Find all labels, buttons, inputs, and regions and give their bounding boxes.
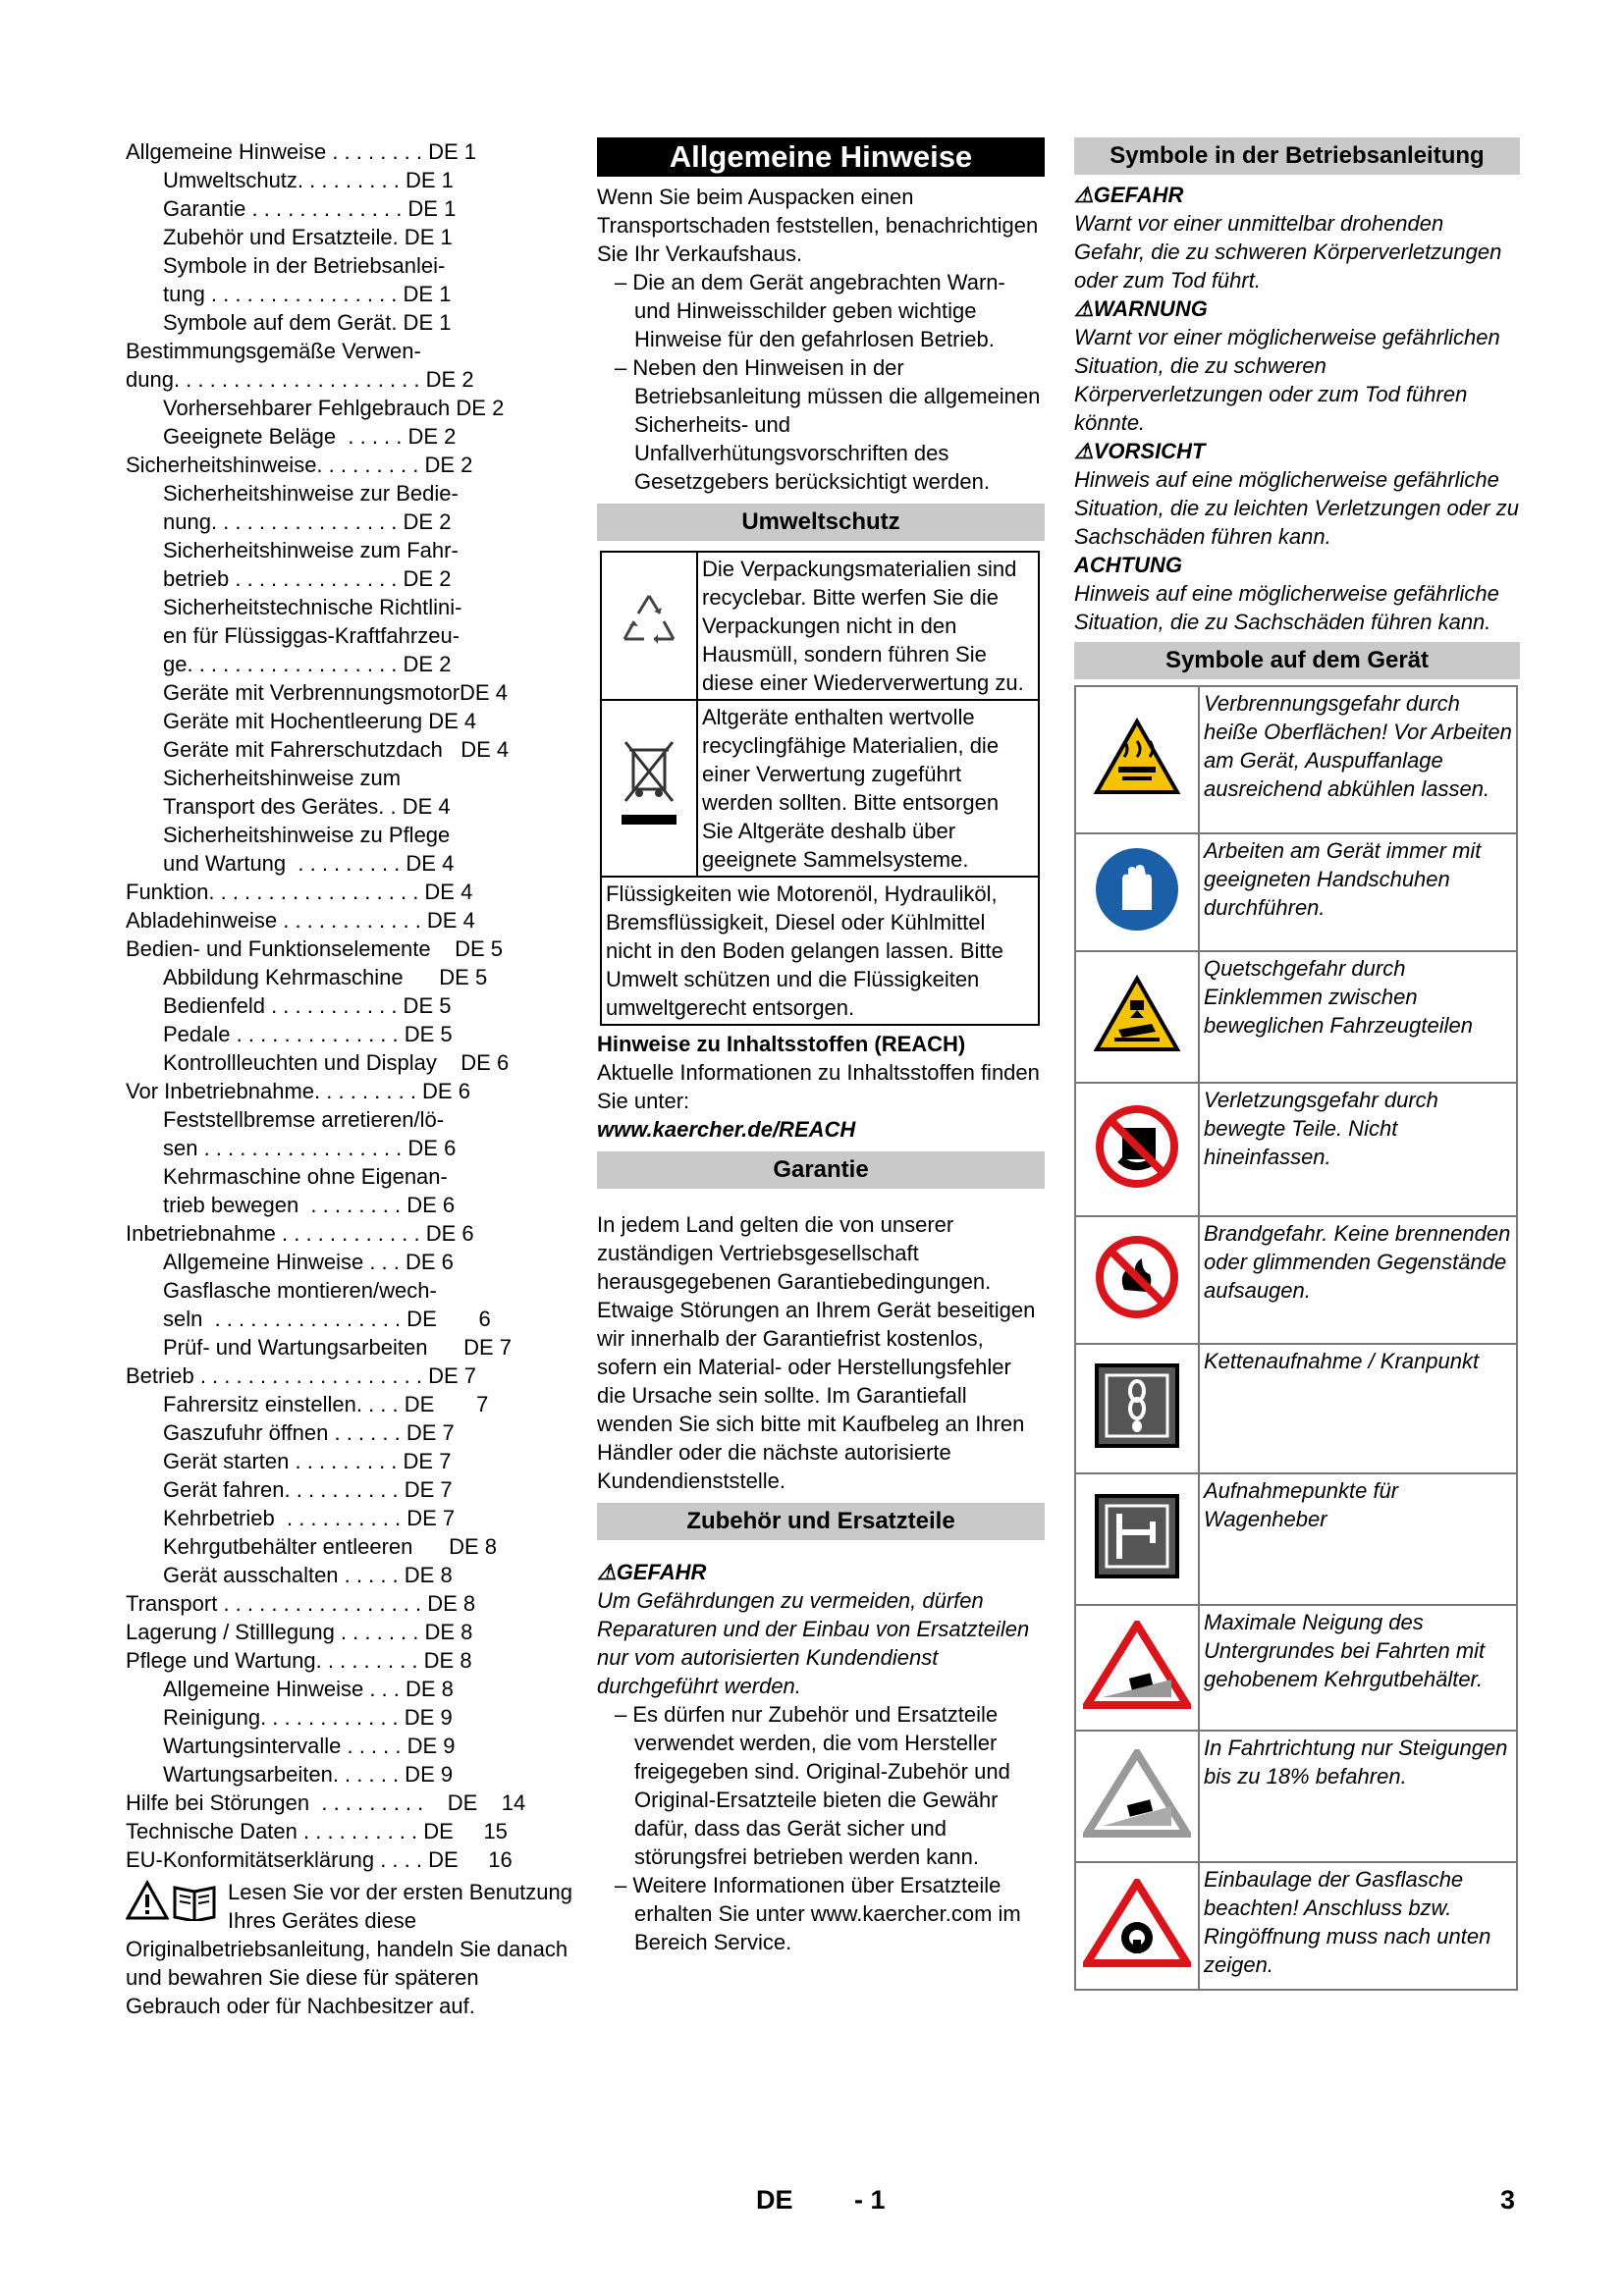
toc-entry[interactable]: EU-Konformitätserklärung . . . . DE 16 xyxy=(126,1847,513,1872)
section-heading-umweltschutz: Umweltschutz xyxy=(597,504,1045,541)
toc-entry[interactable]: Betrieb . . . . . . . . . . . . . . . . . . . DE 7 xyxy=(126,1363,476,1388)
slope-18-icon xyxy=(1075,1731,1199,1862)
jack-point-icon xyxy=(1075,1473,1199,1605)
toc-entry[interactable]: Kehrmaschine ohne Eigenan- xyxy=(163,1164,448,1189)
warning-book-icon xyxy=(126,1880,220,1926)
toc-entry[interactable]: Bedien- und Funktionselemente DE 5 xyxy=(126,936,504,961)
toc-entry[interactable]: Gerät ausschalten . . . . . DE 8 xyxy=(163,1563,453,1587)
toc-entry[interactable]: Zubehör und Ersatzteile. DE 1 xyxy=(163,225,453,249)
bullet-item: – Es dürfen nur Zubehör und Ersatzteile verwendet werden, die vom Hersteller freigegeben sind. Original-Zubehör und Original-Ersatzteile bieten die Gewähr dafür, dass das Gerät sicher und störungsfrei betrieben werden kann. xyxy=(615,1702,1010,1869)
symbol-text: Brandgefahr. Keine brennenden oder glimmenden Gegenstände aufsaugen. xyxy=(1199,1216,1517,1344)
reach-text: Aktuelle Informationen zu Inhaltsstoffen finden Sie unter: xyxy=(597,1060,1040,1113)
symbol-text: Kettenaufnahme / Kranpunkt xyxy=(1199,1344,1517,1473)
section-title-allgemeine-hinweise: Allgemeine Hinweise xyxy=(597,137,1045,177)
toc-entry[interactable]: Transport des Gerätes. . DE 4 xyxy=(163,794,451,819)
symbol-text: Aufnahmepunkte für Wagenheber xyxy=(1199,1473,1517,1605)
toc-entry[interactable]: Bestimmungsgemäße Verwen- xyxy=(126,339,421,363)
symbol-text: Einbaulage der Gasflasche beachten! Anschluss bzw. Ringöffnung muss nach unten zeigen. xyxy=(1199,1862,1517,1990)
toc-entry[interactable]: Umweltschutz. . . . . . . . . DE 1 xyxy=(163,168,454,192)
toc-entry[interactable]: Hilfe bei Störungen . . . . . . . . . DE 14 xyxy=(126,1790,526,1815)
toc-entry[interactable]: Abladehinweise . . . . . . . . . . . . DE 4 xyxy=(126,908,475,933)
env-text: Flüssigkeiten wie Motorenöl, Hydrauliköl, Bremsflüssigkeit, Diesel oder Kühlmittel nicht in den Boden gelangen lassen. Bitte Umwelt schützen und die Flüssigkeiten umweltgerecht entsorgen. xyxy=(601,877,1039,1025)
table-row xyxy=(601,877,1039,1025)
chain-hook-icon xyxy=(1075,1344,1199,1473)
table-row xyxy=(1075,1731,1517,1862)
general-notes-column xyxy=(597,137,1045,1956)
table-row xyxy=(1075,951,1517,1083)
table-row xyxy=(1075,1083,1517,1216)
toc-entry[interactable]: Geeignete Beläge . . . . . DE 2 xyxy=(163,424,457,449)
toc-list xyxy=(126,137,577,1874)
table-row xyxy=(601,700,1039,877)
table-row xyxy=(1075,1605,1517,1731)
signal-text: Warnt vor einer möglicherweise gefährlichen Situation, die zu schweren Körperverletzungen oder zum Tod führen könnte. xyxy=(1074,325,1500,435)
toc-entry[interactable]: Vor Inbetriebnahme. . . . . . . . . DE 6 xyxy=(126,1079,470,1103)
reach-link[interactable]: www.kaercher.de/REACH xyxy=(597,1117,856,1142)
toc-entry[interactable]: Geräte mit Fahrerschutzdach DE 4 xyxy=(163,737,510,762)
symbol-text: Verbrennungsgefahr durch heiße Oberflächen! Vor Arbeiten am Gerät, Auspuffanlage ausreichend abkühlen lassen. xyxy=(1199,686,1517,833)
bullet-item: – Die an dem Gerät angebrachten Warn- und Hinweisschilder geben wichtige Hinweise für den gefahrlosen Betrieb. xyxy=(615,270,1005,351)
toc-entry[interactable]: sen . . . . . . . . . . . . . . . . . DE 6 xyxy=(163,1136,457,1160)
toc-entry[interactable]: Pflege und Wartung. . . . . . . . . DE 8 xyxy=(126,1648,472,1673)
signal-label: ACHTUNG xyxy=(1074,553,1182,577)
gas-bottle-icon xyxy=(1075,1862,1199,1990)
no-burning-objects-icon xyxy=(1075,1216,1199,1344)
signal-text: Hinweis auf eine möglicherweise gefährliche Situation, die zu Sachschäden führen kann. xyxy=(1074,581,1499,634)
signal-label: ⚠GEFAHR xyxy=(1074,183,1184,207)
signal-label: ⚠WARNUNG xyxy=(1074,296,1208,321)
toc-entry[interactable]: dung. . . . . . . . . . . . . . . . . . . . . DE 2 xyxy=(126,367,474,392)
toc-entry[interactable]: Gasflasche montieren/wech- xyxy=(163,1278,437,1303)
symbols-column xyxy=(1074,137,1520,1991)
toc-entry[interactable]: Pedale . . . . . . . . . . . . . . DE 5 xyxy=(163,1022,453,1046)
intro-text: Wenn Sie beim Auspacken einen Transportschaden feststellen, benachrichtigen Sie Ihr Verkaufshaus. xyxy=(597,185,1039,266)
no-reaching-in-icon xyxy=(1075,1083,1199,1216)
table-row xyxy=(1075,1344,1517,1473)
toc-entry[interactable]: Symbole in der Betriebsanlei- xyxy=(163,253,446,278)
toc-entry[interactable]: Feststellbremse arretieren/lö- xyxy=(163,1107,445,1132)
recycling-icon xyxy=(601,552,697,700)
env-text: Die Verpackungsmaterialien sind recyclebar. Bitte werfen Sie die Verpackungen nicht in den Hausmüll, sondern führen Sie diese einer Wiederverwertung zu. xyxy=(697,552,1039,700)
toc-entry[interactable]: Sicherheitshinweise zu Pflege xyxy=(163,823,451,847)
toc-entry[interactable]: ge. . . . . . . . . . . . . . . . . . DE 2 xyxy=(163,652,452,676)
toc-entry[interactable]: Wartungsintervalle . . . . . DE 9 xyxy=(163,1734,456,1758)
section-heading-garantie: Garantie xyxy=(597,1151,1045,1189)
toc-entry[interactable]: Bedienfeld . . . . . . . . . . . DE 5 xyxy=(163,993,452,1018)
table-row xyxy=(1075,1862,1517,1990)
toc-entry[interactable]: Sicherheitshinweise. . . . . . . . . DE 2 xyxy=(126,453,473,477)
toc-entry[interactable]: Fahrersitz einstellen. . . . DE 7 xyxy=(163,1392,489,1416)
table-row xyxy=(1075,833,1517,951)
toc-entry[interactable]: Gerät starten . . . . . . . . . DE 7 xyxy=(163,1449,452,1473)
section-heading-symbole-betriebsanleitung: Symbole in der Betriebsanleitung xyxy=(1074,137,1520,175)
gefahr-label: ⚠GEFAHR xyxy=(597,1560,707,1584)
toc-entry[interactable]: Allgemeine Hinweise . . . . . . . . DE 1 xyxy=(126,139,477,164)
toc-entry[interactable]: Geräte mit VerbrennungsmotorDE 4 xyxy=(163,680,508,705)
env-text: Altgeräte enthalten wertvolle recyclingfähige Materialien, die einer Verwertung zugeführt werden sollten. Bitte entsorgen Sie Altgeräte deshalb über geeignete Sammelsysteme. xyxy=(697,700,1039,877)
toc-entry[interactable]: Symbole auf dem Gerät. DE 1 xyxy=(163,310,452,335)
toc-entry[interactable]: en für Flüssiggas-Kraftfahrzeu- xyxy=(163,623,460,648)
read-note-text: Lesen Sie vor der ersten Benutzung Ihres Gerätes diese Originalbetriebsanleitung, handeln Sie danach und bewahren Sie diese für späteren Gebrauch oder für Nachbesitzer auf. xyxy=(126,1880,573,2018)
toc-entry[interactable]: Vorhersehbarer Fehlgebrauch DE 2 xyxy=(163,396,505,420)
table-row xyxy=(1075,1216,1517,1344)
read-manual-note xyxy=(126,1878,577,2020)
section-heading-symbole-geraet: Symbole auf dem Gerät xyxy=(1074,642,1520,679)
toc-entry[interactable]: Lagerung / Stilllegung . . . . . . . DE 8 xyxy=(126,1620,473,1644)
toc-entry[interactable]: Inbetriebnahme . . . . . . . . . . . . DE 6 xyxy=(126,1221,474,1246)
symbol-text: Quetschgefahr durch Einklemmen zwischen beweglichen Fahrzeugteilen xyxy=(1199,951,1517,1083)
footer-language: DE xyxy=(756,2185,793,2215)
device-symbols-table xyxy=(1074,685,1518,1991)
toc-entry[interactable]: Gerät fahren. . . . . . . . . . DE 7 xyxy=(163,1477,453,1502)
hot-surface-warning-icon xyxy=(1075,686,1199,833)
crush-hazard-icon xyxy=(1075,951,1199,1083)
table-row xyxy=(1075,686,1517,833)
toc-entry[interactable]: Allgemeine Hinweise . . . DE 8 xyxy=(163,1677,454,1701)
section-heading-zubehoer: Zubehör und Ersatzteile xyxy=(597,1503,1045,1540)
toc-entry[interactable]: Gaszufuhr öffnen . . . . . . DE 7 xyxy=(163,1420,455,1445)
symbol-text: In Fahrtrichtung nur Steigungen bis zu 18% befahren. xyxy=(1199,1731,1517,1862)
table-row xyxy=(601,552,1039,700)
toc-entry[interactable]: Geräte mit Hochentleerung DE 4 xyxy=(163,709,477,733)
toc-entry[interactable]: Abbildung Kehrmaschine DE 5 xyxy=(163,965,488,989)
toc-entry[interactable]: und Wartung . . . . . . . . . DE 4 xyxy=(163,851,455,876)
toc-entry[interactable]: Technische Daten . . . . . . . . . . DE 15 xyxy=(126,1819,508,1843)
toc-entry[interactable]: Kehrgutbehälter entleeren DE 8 xyxy=(163,1534,497,1559)
signal-text: Hinweis auf eine möglicherweise gefährliche Situation, die zu leichten Verletzungen oder zu Sachschäden führen kann. xyxy=(1074,467,1519,549)
toc-entry[interactable]: Sicherheitshinweise zum xyxy=(163,766,402,790)
signal-label: ⚠VORSICHT xyxy=(1074,439,1206,463)
toc-entry[interactable]: Wartungsarbeiten. . . . . . DE 9 xyxy=(163,1762,454,1787)
toc-entry[interactable]: Sicherheitshinweise zur Bedie- xyxy=(163,481,459,506)
toc-entry[interactable]: seln . . . . . . . . . . . . . . . . DE 6 xyxy=(163,1307,491,1331)
toc-entry[interactable]: Transport . . . . . . . . . . . . . . . . . DE 8 xyxy=(126,1591,476,1616)
wear-gloves-icon xyxy=(1075,833,1199,951)
toc-entry[interactable]: Kehrbetrieb . . . . . . . . . . DE 7 xyxy=(163,1506,456,1530)
symbol-text: Maximale Neigung des Untergrundes bei Fahrten mit gehobenem Kehrgutbehälter. xyxy=(1199,1605,1517,1731)
bullet-item: – Neben den Hinweisen in der Betriebsanleitung müssen die allgemeinen Sicherheits- und Unfallverhütungsvorschriften des Gesetzgebers berücksichtigt werden. xyxy=(615,355,1041,494)
garantie-text: In jedem Land gelten die von unserer zuständigen Vertriebsgesellschaft herausgegebenen Garantiebedingungen. Etwaige Störungen an Ihrem Gerät beseitigen wir innerhalb der Garantiefrist kostenlos, sofern ein Material- oder Herstellungsfehler die Ursache sein sollte. Im Garantiefall wenden Sie sich bitte mit Kaufbeleg an Ihren Händler oder die nächste autorisierte Kundendienststelle. xyxy=(597,1212,1036,1493)
symbol-text: Verletzungsgefahr durch bewegte Teile. Nicht hineinfassen. xyxy=(1199,1083,1517,1216)
crossed-bin-icon xyxy=(601,700,697,877)
toc-entry[interactable]: Reinigung. . . . . . . . . . . . DE 9 xyxy=(163,1705,453,1730)
toc-entry[interactable]: betrieb . . . . . . . . . . . . . . DE 2 xyxy=(163,566,452,591)
environment-table xyxy=(600,551,1040,1026)
table-row xyxy=(1075,1473,1517,1605)
toc-entry[interactable]: nung. . . . . . . . . . . . . . . . DE 2 xyxy=(163,509,452,534)
signal-text: Warnt vor einer unmittelbar drohenden Gefahr, die zu schweren Körperverletzungen oder zum Tod führt. xyxy=(1074,211,1502,293)
table-of-contents xyxy=(126,137,577,2020)
footer-page-sub: - 1 xyxy=(854,2185,886,2215)
toc-entry[interactable]: trieb bewegen . . . . . . . . DE 6 xyxy=(163,1193,456,1217)
toc-entry[interactable]: Sicherheitstechnische Richtlini- xyxy=(163,595,462,619)
gefahr-text: Um Gefährdungen zu vermeiden, dürfen Reparaturen und der Einbau von Ersatzteilen nur vom autorisierten Kundendienst durchgeführt werden. xyxy=(597,1588,1030,1698)
symbol-text: Arbeiten am Gerät immer mit geeigneten Handschuhen durchführen. xyxy=(1199,833,1517,951)
toc-entry[interactable]: Prüf- und Wartungsarbeiten DE 7 xyxy=(163,1335,513,1360)
toc-entry[interactable]: Garantie . . . . . . . . . . . . . DE 1 xyxy=(163,196,457,221)
toc-entry[interactable]: tung . . . . . . . . . . . . . . . . DE 1 xyxy=(163,282,452,306)
toc-entry[interactable]: Sicherheitshinweise zum Fahr- xyxy=(163,538,459,562)
toc-entry[interactable]: Kontrollleuchten und Display DE 6 xyxy=(163,1050,510,1075)
reach-title: Hinweise zu Inhaltsstoffen (REACH) xyxy=(597,1032,966,1056)
bullet-item: – Weitere Informationen über Ersatzteile erhalten Sie unter www.kaercher.com im Bereich Service. xyxy=(615,1873,1021,1954)
toc-entry[interactable]: Funktion. . . . . . . . . . . . . . . . . . DE 4 xyxy=(126,880,473,904)
footer-page-number: 3 xyxy=(1500,2185,1516,2215)
toc-entry[interactable]: Allgemeine Hinweise . . . DE 6 xyxy=(163,1250,454,1274)
max-tilt-icon xyxy=(1075,1605,1199,1731)
